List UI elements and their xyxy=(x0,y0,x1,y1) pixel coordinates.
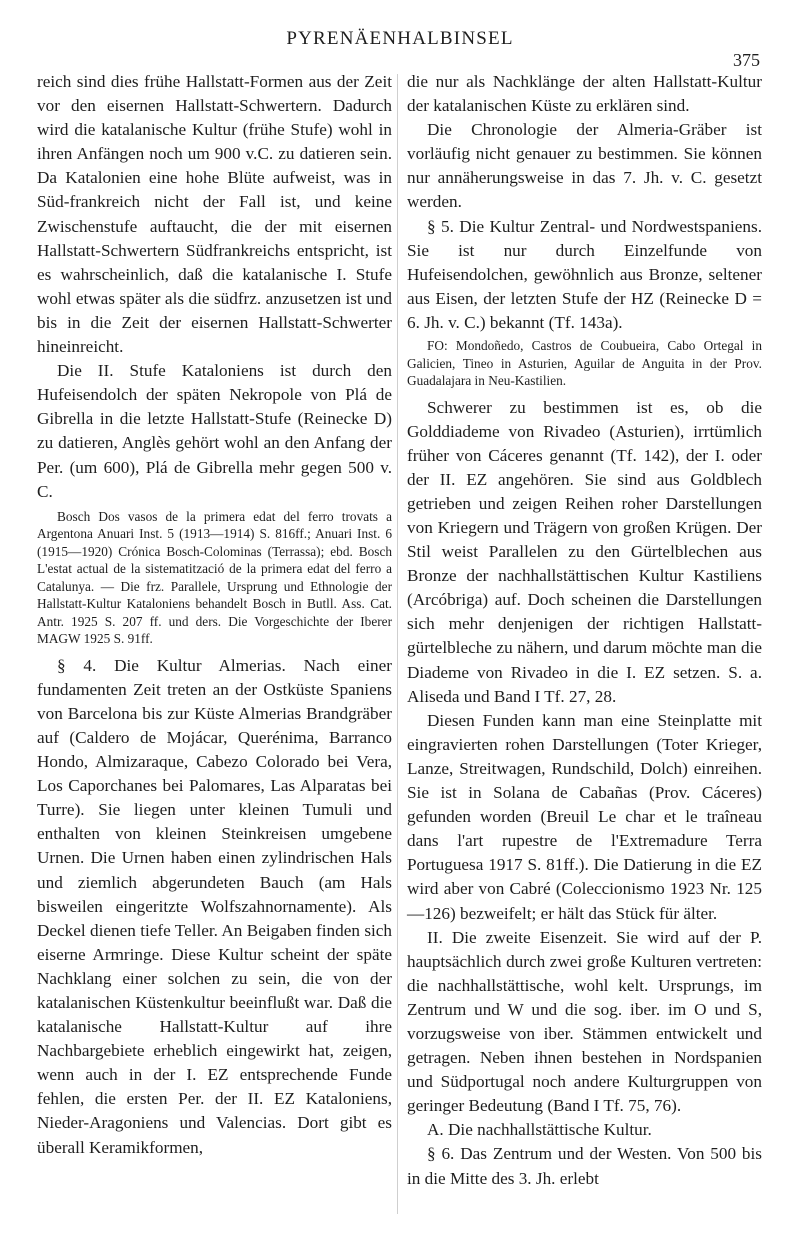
paragraph-stage-two-catalonia: Die II. Stufe Kataloniens ist durch den Hufeisendolch der späten Nekropole von Plá de Gibrella in die letzte Hallstatt-Stufe (Reinecke D) zu datieren, Anglès gehört wohl an den Anfang der Per. (um 600), Plá de Gibrella mehr gegen 500 v. C. xyxy=(37,361,392,501)
paragraph-gold-diadems: Schwerer zu bestimmen ist es, ob die Golddiademe von Rivadeo (Asturien), irrtümlich früher von Cáceres genannt (Tf. 142), der I. oder der II. EZ angehören. Sie sind aus Goldblech getrieben und zeigen Reihen roher Darstellungen von Kriegern und Trägern von großen Krügen. Der Stil weist Parallelen zu den Gürtelblechen aus Bronze der nachhallstättischen Kultur Kastiliens (Arcóbriga) auf. Doch scheinen die Darstellungen sich mehr denjenigen der richtigen Hallstatt-gürtelbleche zu nähern, und darum möchte man die Diademe von Rivadeo in die I. EZ setzen. S. a. Aliseda und Band I Tf. 27, 28. xyxy=(407,397,762,706)
paragraph-stone-slab: Diesen Funden kann man eine Steinplatte mit eingravierten rohen Darstellungen (Toter Krieger, Lanze, Streitwagen, Rundschild, Dolch) einreihen. Sie ist in Solana de Cabañas (Prov. Cáceres) gefunden worden (Breuil Le char et le traîneau dans l'art rupestre de l'Extremadure Terra Portuguesa 1917 S. 81ff.). Die Datierung in die EZ wird aber von Cabré (Coleccionismo 1923 Nr. 125—126) bezweifelt; er hält das Stück für älter. xyxy=(407,710,762,923)
paragraph-continuation: die nur als Nachklänge der alten Hallstatt-Kultur der katalanischen Küste zu erklären sind. xyxy=(407,72,762,116)
paragraph-hallstatt-forms: reich sind dies frühe Hallstatt-Formen aus der Zeit vor den eisernen Hallstatt-Schwertern. Dadurch wird die katalanische Kultur (frühe Stufe) wohl in ihren Anfängen noch um 900 v.C. zu datieren sein. Da Katalonien eine hohe Blüte aufweist, was in Süd-frankreich nicht der Fall ist, und keine Zwischenstufe auftaucht, die der mit eisernen Hallstatt-Schwertern Südfrankreichs entspricht, ist es wahrscheinlich, daß die katalanische I. Stufe wohl etwas später als die südfrz. anzusetzen ist und bis in die Zeit der eisernen Hallstatt-Schwerter hineinreicht. xyxy=(37,72,392,357)
heading-second-iron-age: II. Die zweite Eisenzeit. Sie wird auf der P. hauptsächlich durch zwei große Kulturen vertreten: die nachhallstättische, wohl kelt. Ursprungs, im Zentrum und W und die sog. iber. im O und S, vorzugsweise von iber. Stämmen entwickelt und getragen. Neben ihnen bestehen in Nordspanien und Südportugal noch andere Kulturgruppen von geringer Bedeutung (Band I Tf. 75, 76). xyxy=(407,927,762,1116)
section-5-central-northwest-spain: § 5. Die Kultur Zentral- und Nordwestspaniens. Sie ist nur durch Einzelfunde von Hufeisendolchen, gewöhnlich aus Bronze, seltener aus Eisen, der letzten Stufe der HZ (Reinecke D = 6. Jh. v. C.) bekannt (Tf. 143a). xyxy=(407,216,762,332)
heading-post-hallstatt-culture: A. Die nachhallstättische Kultur. xyxy=(427,1120,652,1140)
running-title: PYRENÄENHALBINSEL xyxy=(286,28,514,49)
column-divider xyxy=(397,74,398,1214)
find-locations: FO: Mondoñedo, Castros de Coubueira, Cabo Ortegal in Galicien, Tineo in Asturien, Aguilar de Anguita in der Prov. Guadalajara in Neu-Kastilien. xyxy=(407,338,762,389)
paragraph-almeria-chronology: Die Chronologie der Almeria-Gräber ist vorläufig nicht genauer zu bestimmen. Sie können nur annäherungsweise in das 7. Jh. v. C. gesetzt werden. xyxy=(407,120,762,212)
right-column xyxy=(407,70,762,1191)
running-header xyxy=(0,28,800,70)
left-column xyxy=(37,70,392,1160)
page-number: 375 xyxy=(733,50,760,70)
section-4-almeria: § 4. Die Kultur Almerias. Nach einer fundamenten Zeit treten an der Ostküste Spaniens von Barcelona bis zur Küste Almerias Brandgräber auf (Caldero de Mojácar, Querénima, Barranco Hondo, Almizaraque, Cabezo Colorado bei Vera, Los Caporchanes bei Palomares, Las Alparatas bei Turre). Sie liegen unter kleinen Tumuli und enthalten von kleinen Steinkreisen umgebene Urnen. Die Urnen haben einen zylindrischen Hals und ziemlich abgerundeten Bauch (am Hals bisweilen eingeritzte Wolfszahnornamente). Als Deckel dienen tiefe Teller. An Beigaben finden sich eiserne Armringe. Diese Kultur scheint der späte Nachklang einer solchen zu sein, die von der katalanischen Küstenkultur beeinflußt war. Daß die katalanische Hallstatt-Kultur auf ihre Nachbargebiete erheblich eingewirkt hat, zeigen, wenn auch in der I. EZ entsprechende Funde fehlen, die ersten Per. der II. EZ Kataloniens, Nieder-Aragoniens und Valencias. Dort gibt es überall Keramikformen, xyxy=(37,655,392,1157)
bibliography-bosch: Bosch Dos vasos de la primera edat del ferro trovats a Argentona Anuari Inst. 5 (1913—1914) S. 816ff.; Anuari Inst. 6 (1915—1920) Crónica Bosch-Colominas (Terrassa); ebd. Bosch L'estat actual de la sistematització de la primera edat del ferro a Catalunya. — Die frz. Parallele, Ursprung und Ethnologie der Hallstatt-Kultur Kataloniens behandelt Bosch in Butll. Ass. Cat. Antr. 1925 S. 207 ff. und ders. Die Vorgeschichte der Iberer MAGW 1925 S. 91ff. xyxy=(37,508,392,647)
section-6-center-west: § 6. Das Zentrum und der Westen. Von 500 bis in die Mitte des 3. Jh. erlebt xyxy=(407,1144,762,1188)
